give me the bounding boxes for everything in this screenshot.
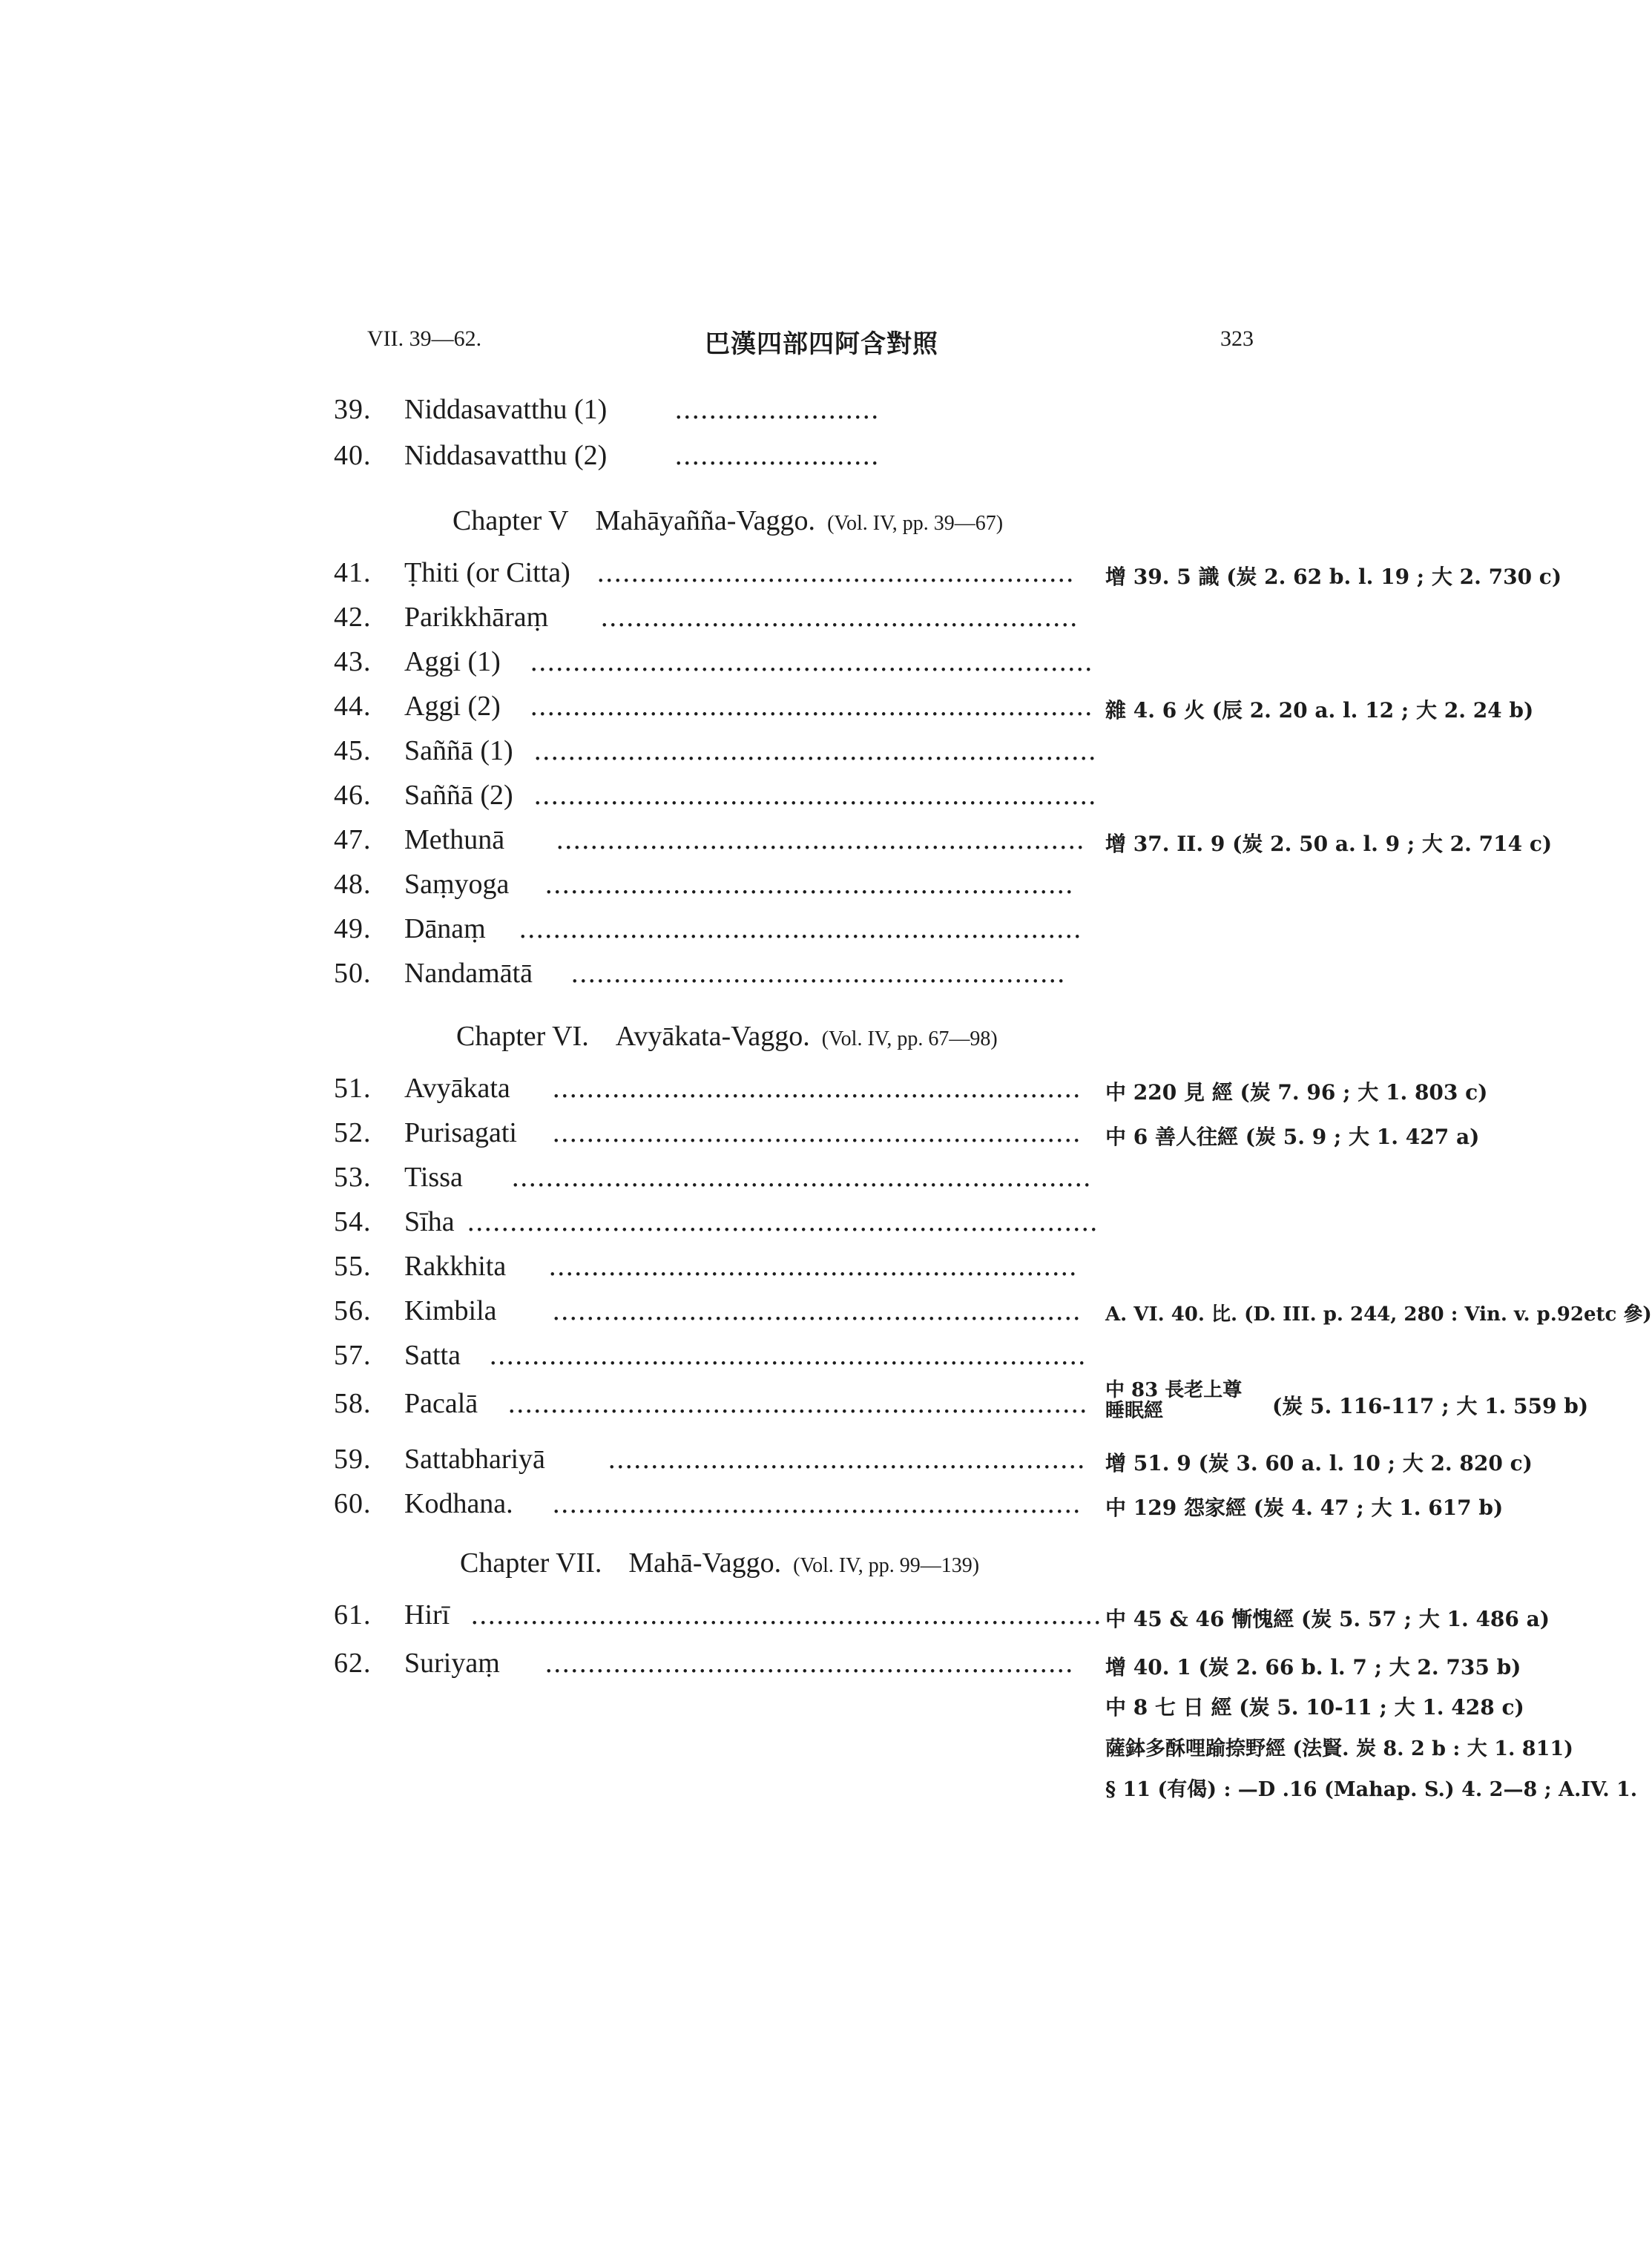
leader-dots: ........................................................ — [597, 557, 1075, 588]
entry-number: 42. — [334, 602, 372, 633]
entry-number: 58. — [334, 1388, 372, 1419]
chapter-name: Mahā-Vaggo. — [628, 1547, 782, 1579]
leader-dots: .............................................................. — [553, 1117, 1082, 1148]
entry-title: Dānaṃ — [404, 913, 486, 944]
entry-title: Purisagati — [404, 1117, 517, 1148]
entry-title: Saññā (1) — [404, 735, 513, 766]
entry-number: 50. — [334, 958, 372, 989]
entry-number: 39. — [334, 394, 372, 425]
entry-number: 45. — [334, 735, 372, 766]
entry-62-reference-2: 中 8 七 日 經 (炭 5. 10-11 ; 大 1. 428 c) — [1105, 1695, 1524, 1720]
entry-title: Aggi (1) — [404, 646, 501, 677]
entry-reference: 雜 4. 6 火 (辰 2. 20 a. l. 12 ; 大 2. 24 b) — [1105, 698, 1534, 723]
entry-title: Saññā (2) — [404, 780, 513, 811]
entry-number: 40. — [334, 440, 372, 471]
chapter-name: Avyākata-Vaggo. — [615, 1021, 810, 1052]
entry-number: 44. — [334, 691, 372, 722]
entry-reference: 增 40. 1 (炭 2. 66 b. l. 7 ; 大 2. 735 b) — [1105, 1655, 1521, 1680]
entry-reference: 增 51. 9 (炭 3. 60 a. l. 10 ; 大 2. 820 c) — [1105, 1451, 1533, 1475]
entry-reference: 中 220 見 經 (炭 7. 96 ; 大 1. 803 c) — [1105, 1080, 1488, 1105]
entry-title: Pacalā — [404, 1388, 478, 1419]
entry-number: 56. — [334, 1295, 372, 1326]
entry-title: Nandamātā — [404, 958, 533, 989]
entry-title: Sīha — [404, 1206, 455, 1237]
entry-reference: 中 45 & 46 慚愧經 (炭 5. 57 ; 大 1. 486 a) — [1105, 1607, 1550, 1631]
entry-reference: 中 6 善人往經 (炭 5. 9 ; 大 1. 427 a) — [1105, 1125, 1480, 1149]
entry-number: 49. — [334, 913, 372, 944]
leader-dots: .............................................................. — [553, 1073, 1082, 1104]
entry-62-reference-4: § 11 (有偈) : —D .16 (Mahap. S.) 4. 2—8 ; A.IV. 1. — [1105, 1778, 1638, 1801]
leader-dots: .............................................................. — [553, 1488, 1082, 1519]
leader-dots: .................................................................... — [508, 1388, 1088, 1419]
entry-number: 61. — [334, 1599, 372, 1631]
chapter-vi-heading — [456, 1020, 998, 1053]
entry-title: Tissa — [404, 1162, 463, 1193]
leader-dots: ........................................................ — [601, 602, 1079, 633]
chapter-label: Chapter VI. — [456, 1021, 589, 1052]
entry-number: 41. — [334, 557, 372, 588]
leader-dots: ........................ — [675, 440, 880, 471]
entry-reference: 增 37. II. 9 (炭 2. 50 a. l. 9 ; 大 2. 714 c) — [1105, 832, 1553, 856]
running-head-title: 巴漢四部四阿含對照 — [705, 329, 938, 359]
page-number: 323 — [1220, 326, 1254, 351]
leader-dots: .................................................................. — [519, 913, 1082, 944]
leader-dots: .............................................................. — [545, 1648, 1074, 1679]
leader-dots: .................................................................... — [512, 1162, 1092, 1193]
chapter-vii-heading — [460, 1547, 979, 1579]
chapter-v-heading — [453, 504, 1003, 537]
entry-number: 55. — [334, 1251, 372, 1282]
entry-title: Ṭhiti (or Citta) — [404, 557, 570, 588]
chapter-name: Mahāyañña-Vaggo. — [595, 505, 816, 536]
leader-dots: .......................................................................... — [467, 1206, 1099, 1237]
entry-title: Hirī — [404, 1599, 450, 1631]
chapter-volume: (Vol. IV, pp. 99—139) — [793, 1554, 980, 1577]
entry-title: Niddasavatthu (2) — [404, 440, 608, 471]
entry-number: 53. — [334, 1162, 372, 1193]
leader-dots: .............................................................. — [545, 869, 1074, 900]
entry-title: Niddasavatthu (1) — [404, 394, 608, 425]
entry-reference-b: 睡眠經 — [1105, 1400, 1164, 1422]
leader-dots: .................................................................. — [534, 735, 1097, 766]
entry-title: Rakkhita — [404, 1251, 507, 1282]
entry-title: Satta — [404, 1340, 461, 1371]
entry-reference-a: 中 83 長老上尊 — [1105, 1379, 1243, 1401]
leader-dots: .............................................................. — [553, 1295, 1082, 1326]
entry-number: 60. — [334, 1488, 372, 1519]
entry-title: Parikkhāraṃ — [404, 602, 549, 633]
entry-reference-c: (炭 5. 116-117 ; 大 1. 559 b) — [1272, 1394, 1589, 1418]
entry-number: 57. — [334, 1340, 372, 1371]
chapter-label: Chapter VII. — [460, 1547, 602, 1579]
leader-dots: .................................................................. — [530, 691, 1093, 722]
leader-dots: .......................................................... — [571, 958, 1066, 989]
entry-title: Sattabhariyā — [404, 1444, 545, 1475]
entry-number: 62. — [334, 1648, 372, 1679]
entry-number: 59. — [334, 1444, 372, 1475]
entry-62-reference-3: 薩鉢多酥哩踰捺野經 (法賢. 炭 8. 2 b : 大 1. 811) — [1105, 1737, 1573, 1760]
entry-number: 46. — [334, 780, 372, 811]
entry-title: Methunā — [404, 824, 505, 855]
running-head — [367, 326, 1254, 359]
entry-number: 52. — [334, 1117, 372, 1148]
entry-title: Aggi (2) — [404, 691, 501, 722]
chapter-volume: (Vol. IV, pp. 67—98) — [821, 1027, 998, 1050]
entry-number: 43. — [334, 646, 372, 677]
entry-reference: 中 129 怨家經 (炭 4. 47 ; 大 1. 617 b) — [1105, 1496, 1504, 1520]
chapter-label: Chapter V — [453, 505, 569, 536]
entry-title: Suriyaṃ — [404, 1648, 500, 1679]
entry-title: Kodhana. — [404, 1488, 513, 1519]
chapter-volume: (Vol. IV, pp. 39—67) — [827, 512, 1004, 535]
entry-title: Saṃyoga — [404, 869, 510, 900]
leader-dots: ........................................................ — [608, 1444, 1086, 1475]
entry-number: 47. — [334, 824, 372, 855]
leader-dots: .............................................................. — [556, 824, 1085, 855]
leader-dots: ...................................................................... — [490, 1340, 1087, 1371]
entry-title: Avyākata — [404, 1073, 510, 1104]
leader-dots: .......................................................................... — [471, 1599, 1102, 1631]
entry-number: 48. — [334, 869, 372, 900]
entry-title: Kimbila — [404, 1295, 497, 1326]
leader-dots: .................................................................. — [534, 780, 1097, 811]
entry-reference: A. VI. 40. 比. (D. III. p. 244, 280 : Vin. v. p.92etc 參) — [1105, 1303, 1652, 1326]
leader-dots: .............................................................. — [549, 1251, 1078, 1282]
running-head-left: VII. 39—62. — [367, 326, 482, 351]
entry-reference: 增 39. 5 識 (炭 2. 62 b. l. 19 ; 大 2. 730 c) — [1105, 565, 1562, 589]
entry-number: 54. — [334, 1206, 372, 1237]
entry-number: 51. — [334, 1073, 372, 1104]
leader-dots: ........................ — [675, 394, 880, 425]
leader-dots: .................................................................. — [530, 646, 1093, 677]
